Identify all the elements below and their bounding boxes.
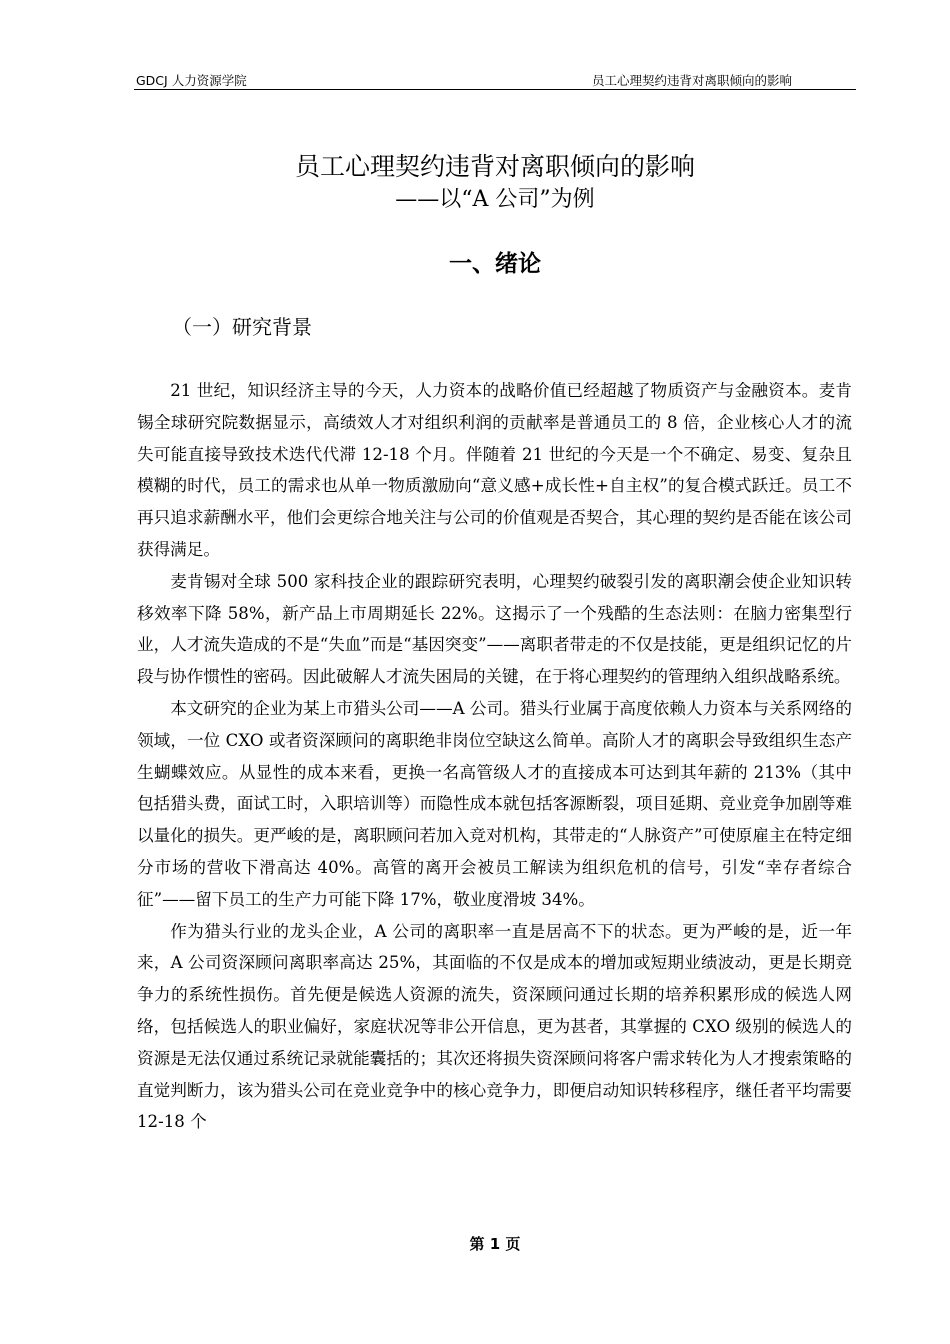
document-title: 员工心理契约违背对离职倾向的影响 <box>294 152 695 181</box>
body-text <box>137 375 852 1138</box>
section-heading: （一）研究背景 <box>172 315 312 339</box>
paragraph: 本文研究的企业为某上市猎头公司——A 公司。猎头行业属于高度依赖人力资本与关系网络的领域，一位 CXO 或者资深顾问的离职绝非岗位空缺这么简单。高阶人才的离职会导致组织生态产生蝴蝶效应。从显性的成本来看，更换一名高管级人才的直接成本可达到其年薪的 213%（其中包括猎头费，面试工时，入职培训等）而隐性成本就包括客源断裂，项目延期、竞业竞争加剧等难以量化的损失。更严峻的是，离职顾问若加入竞对机构，其带走的“人脉资产”可使原雇主在特定细分市场的营收下滑高达 40%。高管的离开会被员工解读为组织危机的信号，引发“幸存者综合征”——留下员工的生产力可能下降 17%，敬业度滑坡 34%。 <box>137 698 852 909</box>
chapter-heading: 一、绪论 <box>449 251 541 277</box>
page-number: 第 1 页 <box>469 1235 521 1253</box>
header-right-text: 员工心理契约违背对离职倾向的影响 <box>591 73 792 88</box>
header-left-text: GDCJ 人力资源学院 <box>136 73 247 88</box>
document-subtitle: ——以“A 公司”为例 <box>395 187 595 212</box>
paragraph: 麦肯锡对全球 500 家科技企业的跟踪研究表明，心理契约破裂引发的离职潮会使企业知识转移效率下降 58%，新产品上市周期延长 22%。这揭示了一个残酷的生态法则：在脑力密集型行业，人才流失造成的不是“失血”而是“基因突变”——离职者带走的不仅是技能，更是组织记忆的片段与协作惯性的密码。因此破解人才流失困局的关键，在于将心理契约的管理纳入组织战略系统。 <box>137 571 852 687</box>
page-header <box>134 70 856 90</box>
paragraph: 21 世纪，知识经济主导的今天，人力资本的战略价值已经超越了物质资产与金融资本。麦肯锡全球研究院数据显示，高绩效人才对组织利润的贡献率是普通员工的 8 倍，企业核心人才的流失可能直接导致技术迭代代滞 12-18 个月。伴随着 21 世纪的今天是一个不确定、易变、复杂且模糊的时代，员工的需求也从单一物质激励向“意义感+成长性+自主权”的复合模式跃迁。员工不再只追求薪酬水平，他们会更综合地关注与公司的价值观是否契合，其心理的契约是否能在该公司获得满足。 <box>137 381 852 559</box>
paragraph: 作为猎头行业的龙头企业，A 公司的离职率一直是居高不下的状态。更为严峻的是，近一年来，A 公司资深顾问离职率高达 25%，其面临的不仅是成本的增加或短期业绩波动，更是长期竞争力的系统性损伤。首先便是候选人资源的流失，资深顾问通过长期的培养积累形成的候选人网络，包括候选人的职业偏好，家庭状况等非公开信息，更为甚者，其掌握的 CXO 级别的候选人的资源是无法仅通过系统记录就能囊括的；其次还将损失资深顾问将客户需求转化为人才搜索策略的直觉判断力，该为猎头公司在竞业竞争中的核心竞争力，即便启动知识转移程序，继任者平均需要 12-18 个 <box>137 921 852 1132</box>
